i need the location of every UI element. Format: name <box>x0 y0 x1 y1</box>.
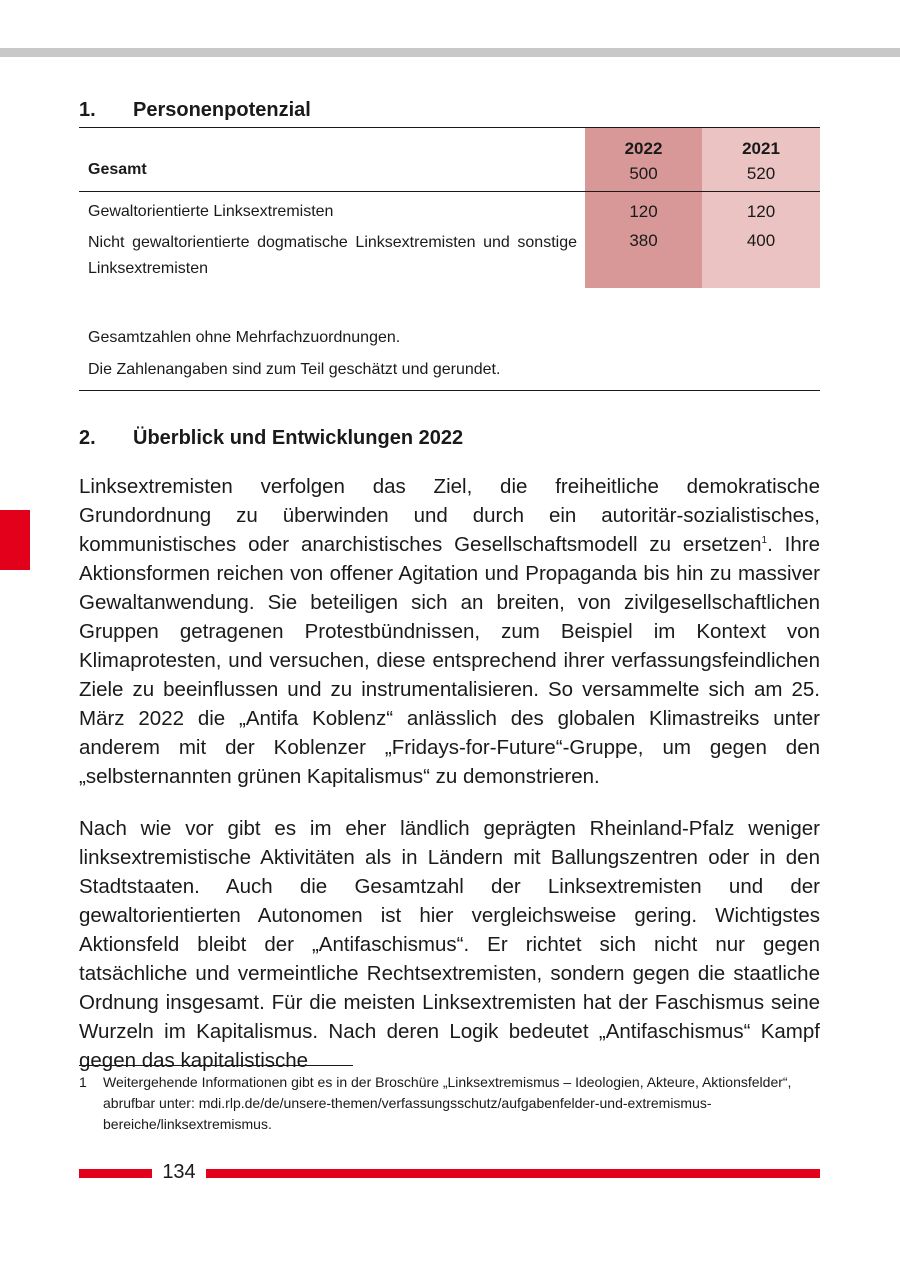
section2-number: 2. <box>79 427 96 449</box>
row-value-2021: 400 <box>702 224 820 288</box>
row-value-2021: 120 <box>702 192 820 224</box>
footnote-number: 1 <box>79 1074 87 1090</box>
footnote-ref: 1 <box>761 535 768 547</box>
footer-bar-right <box>206 1169 820 1178</box>
header-2022 <box>585 128 702 191</box>
person-potential-table <box>79 127 820 391</box>
body-paragraph-1 <box>79 472 820 791</box>
paragraph-text: . Ihre Aktionsformen reichen von offener Agitation und Propaganda bis hin zu massiver Gewaltanwendung. Sie beteiligen sich an breiten, von zivilgesellschaftlichen Gruppen getragenen Protestbündnissen, zum Beispiel im Kontext von Klimaprotesten, und versuchen, diese entsprechend ihrer verfassungsfeindlichen Ziele zu beeinflussen und zu instrumentalisieren. So versammelte sich am 25. März 2022 die „Antifa Koblenz“ anlässlich des globalen Klimastreiks unter anderem mit der Koblenzer „Fridays-for-Future“-Gruppe, um gegen den „selbsternannten grünen Kapitalismus“ zu demonstrieren. <box>79 533 820 788</box>
table-bottom-rule <box>79 390 820 391</box>
row-value-2022: 120 <box>585 192 702 224</box>
table-note: Gesamtzahlen ohne Mehrfachzuordnungen. <box>88 329 401 346</box>
header-2021 <box>702 128 820 191</box>
table-row <box>79 224 820 288</box>
row-label: Gewaltorientierte Linksextremisten <box>88 203 334 220</box>
row-label: Nicht gewaltorientierte dogmatische Linksextremisten und sonstige Linksextremisten <box>88 234 577 277</box>
section1-number: 1. <box>79 99 96 121</box>
section2-heading <box>79 424 820 452</box>
section2-title: Überblick und Entwicklungen 2022 <box>133 427 464 449</box>
footnote-text: Weitergehende Informationen gibt es in der Broschüre „Linksextremismus – Ideologien, Akteure, Aktionsfelder“, abrufbar unter: mdi.rlp.de/de/unsere-themen/verfassungsschutz/aufgabenfelder-und-extremismus-bereiche/linksextremismus. <box>103 1074 792 1132</box>
total-2021: 520 <box>746 164 776 183</box>
section1-heading <box>79 96 820 124</box>
paragraph-text: Linksextremisten verfolgen das Ziel, die freiheitliche demokratische Grundordnung zu überwinden und durch ein autoritär-sozialistisches, kommunistisches oder anarchistisches Gesellschaftsmodell zu ersetzen <box>79 475 820 556</box>
year-2021: 2021 <box>742 139 780 158</box>
footnote <box>79 1072 820 1135</box>
table-header-label: Gesamt <box>88 161 147 178</box>
table-note: Die Zahlenangaben sind zum Teil geschätzt und gerundet. <box>88 361 501 378</box>
page-content <box>79 96 820 1075</box>
table-row <box>79 192 820 224</box>
table-header-row <box>79 128 820 191</box>
page-number: 134 <box>162 1161 196 1183</box>
body-paragraph-2: Nach wie vor gibt es im eher ländlich geprägten Rheinland-Pfalz weniger linksextremistische Aktivitäten als in Ländern mit Ballungszentren oder in den Stadtstaaten. Auch die Gesamtzahl der Linksextremisten und der gewaltorientierten Autonomen ist hier vergleichsweise gering. Wichtigstes Aktionsfeld bleibt der „Antifaschismus“. Er richtet sich nicht nur gegen tatsächliche und vermeintliche Rechtsextremisten, sondern gegen die staatliche Ordnung insgesamt. Für die meisten Linksextremisten hat der Faschismus seine Wurzeln im Kapitalismus. Nach deren Logik bedeutet „Antifaschismus“ Kampf gegen das kapitalistische <box>79 817 820 1072</box>
footer-bar-left <box>79 1169 152 1178</box>
row-value-2022: 380 <box>585 224 702 288</box>
top-gray-bar <box>0 48 900 57</box>
section1-title: Personenpotenzial <box>133 99 311 121</box>
total-2022: 500 <box>629 164 658 183</box>
side-chapter-marker <box>0 510 30 570</box>
footnote-rule <box>79 1065 353 1066</box>
year-2022: 2022 <box>624 139 663 158</box>
